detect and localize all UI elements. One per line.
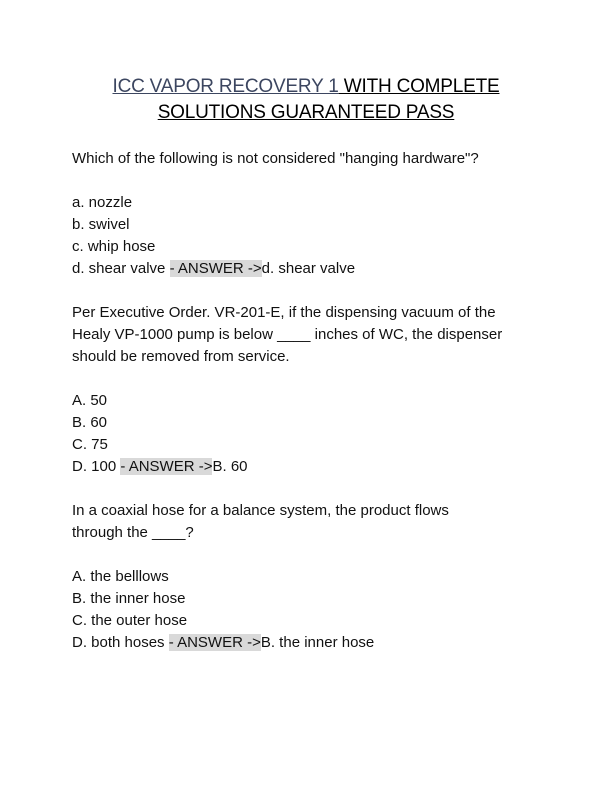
option-line: C. the outer hose [72,612,188,629]
option-line: A. 50 [72,392,108,409]
question-text: In a coaxial hose for a balance system, the product flows [72,502,449,519]
question-text: through the ____? [72,524,194,541]
question-text: Which of the following is not considered "hanging hardware"? [72,150,479,167]
questions-body [72,148,552,654]
document-title [40,74,572,126]
answer-marker: - ANSWER -> [120,458,213,475]
answer-text: B. the inner hose [260,634,375,651]
option-line: C. 75 [72,436,108,453]
answer-marker: - ANSWER -> [168,634,261,651]
question-block-1 [72,148,552,280]
option-line: A. the belllows [72,568,169,585]
option-line: B. the inner hose [72,590,186,607]
question-block-2 [72,302,552,478]
option-line: a. nozzle [72,194,133,211]
option-line-with-answer [72,456,552,478]
option-line: B. 60 [72,414,108,431]
answer-text: d. shear valve [261,260,356,277]
option-line-with-answer [72,632,552,654]
option-text: D. 100 [72,458,121,475]
question-block-3 [72,500,552,654]
title-part-2: WITH COMPLETE [338,76,500,97]
question-text: Healy VP-1000 pump is below ____ inches of WC, the dispenser [72,326,503,343]
option-line: b. swivel [72,216,130,233]
option-text: D. both hoses [72,634,169,651]
question-text: Per Executive Order. VR-201-E, if the dispensing vacuum of the [72,304,496,321]
answer-marker: - ANSWER -> [169,260,262,277]
option-line-with-answer [72,258,552,280]
title-line-1 [40,74,572,100]
option-text: d. shear valve [72,260,170,277]
option-line: c. whip hose [72,238,156,255]
question-text: should be removed from service. [72,348,290,365]
answer-text: B. 60 [212,458,248,475]
title-part-1: ICC VAPOR RECOVERY 1 [112,76,339,97]
title-line-2: SOLUTIONS GUARANTEED PASS [157,102,455,123]
